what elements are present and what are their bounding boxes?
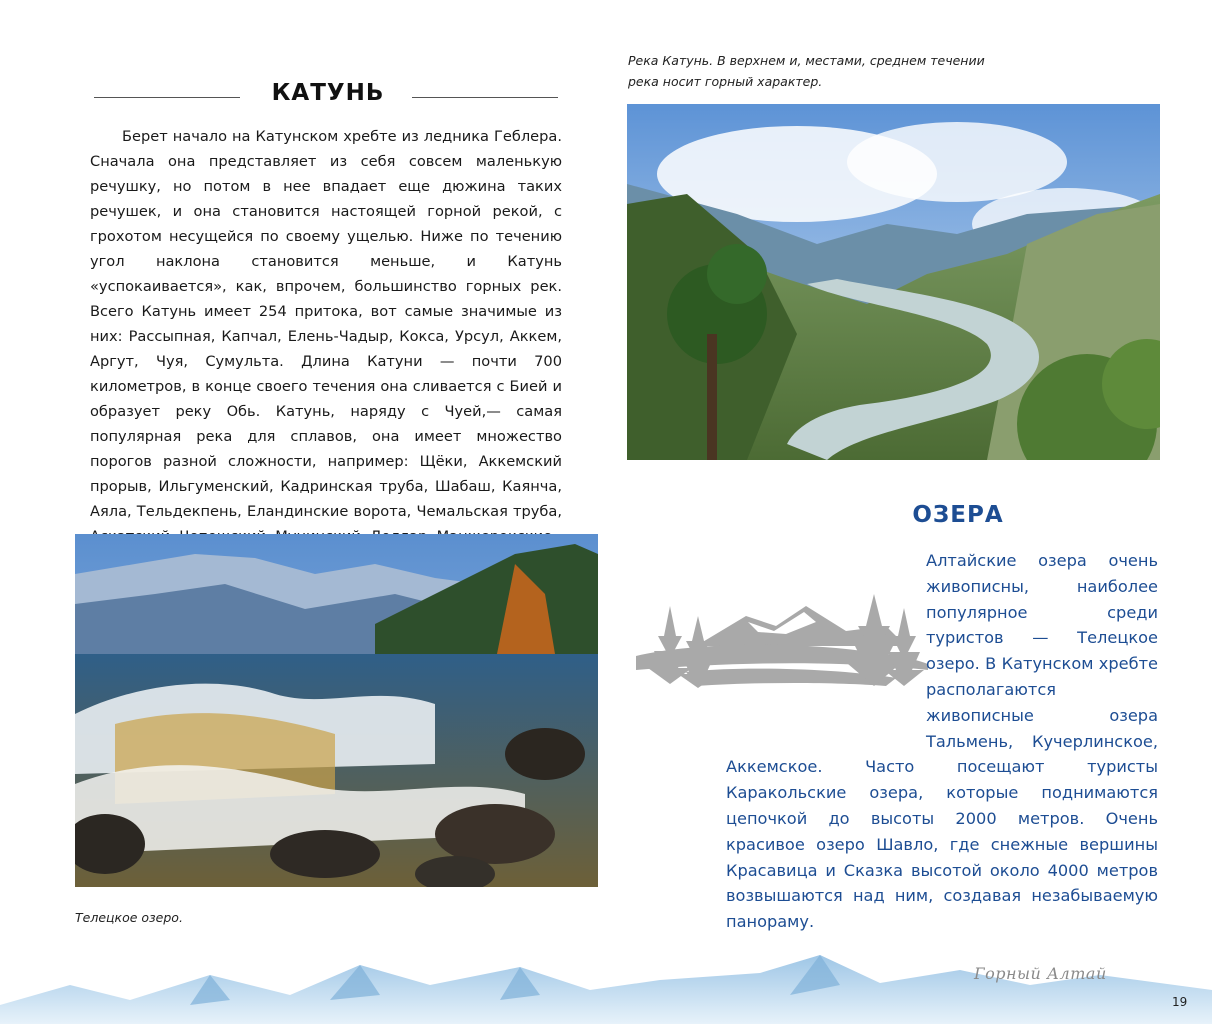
page-number: 19 [1172, 995, 1188, 1009]
lakes-heading: ОЗЕРА [912, 502, 1004, 528]
katun-paragraph [90, 124, 562, 549]
lake-photo-caption: Телецкое озеро. [75, 910, 183, 925]
teletskoye-lake-photo [75, 534, 598, 887]
katun-river-photo [627, 104, 1160, 460]
illustration-text-wrap-space [726, 574, 926, 754]
river-caption-line-2: река носит горный характер. [628, 74, 823, 89]
lakes-paragraph-text: Алтайские озера очень живописны, наиболее популярное среди туристов — Телецкое озеро. В Катунском хребте располагаются живописные озера Тальмень, Кучерлинское, Аккемское. Часто посещают туристы Каракольские озера, которые поднимаются цепочкой до высоты 2000 метров. Очень красивое озеро Шавло, где снежные вершины Красавица и Сказка высотой около 4000 метров возвышаются над ним, создавая незабываемую панораму. [726, 551, 1158, 932]
katun-paragraph-text: Берет начало на Катунском хребте из ледника Геблера. Сначала она представляет из себя совсем маленькую речушку, но потом в нее впадает еще дюжина таких речушек, и она становится настоящей горной рекой, с грохотом несущейся по своему ущелью. Ниже по течению угол наклона становится меньше, и Катунь «успокаивается», как, впрочем, большинство горных рек. Всего Катунь имеет 254 притока, вот самые значимые из них: Рассыпная, Капчал, Елень-Чадыр, Кокса, Урсул, Аккем, Аргут, Чуя, Сумульта. Длина Катуни — почти 700 километров, в конце своего течения она сливается с Бией и образует реку Обь. Катунь, наряду с Чуей,— самая популярная река для сплавов, она имеет множество порогов разной сложности, например: Щёки, Аккемский прорыв, Ильгуменский, Кадринская труба, Шабаш, Каянча, Аяла, Тельдекпень, Еландинские ворота, Чемальская труба, [90, 128, 562, 520]
footer-mountain-range [0, 945, 1212, 1024]
brand-logo-text: Горный Алтай [974, 964, 1107, 983]
heading-rule-left [94, 97, 240, 98]
river-photo-caption [628, 50, 1028, 92]
heading-rule-right [412, 97, 558, 98]
lakes-paragraph [726, 548, 1158, 935]
river-caption-line-1: Река Катунь. В верхнем и, местами, среднем течении [628, 53, 985, 68]
katun-heading: КАТУНЬ [271, 80, 385, 106]
